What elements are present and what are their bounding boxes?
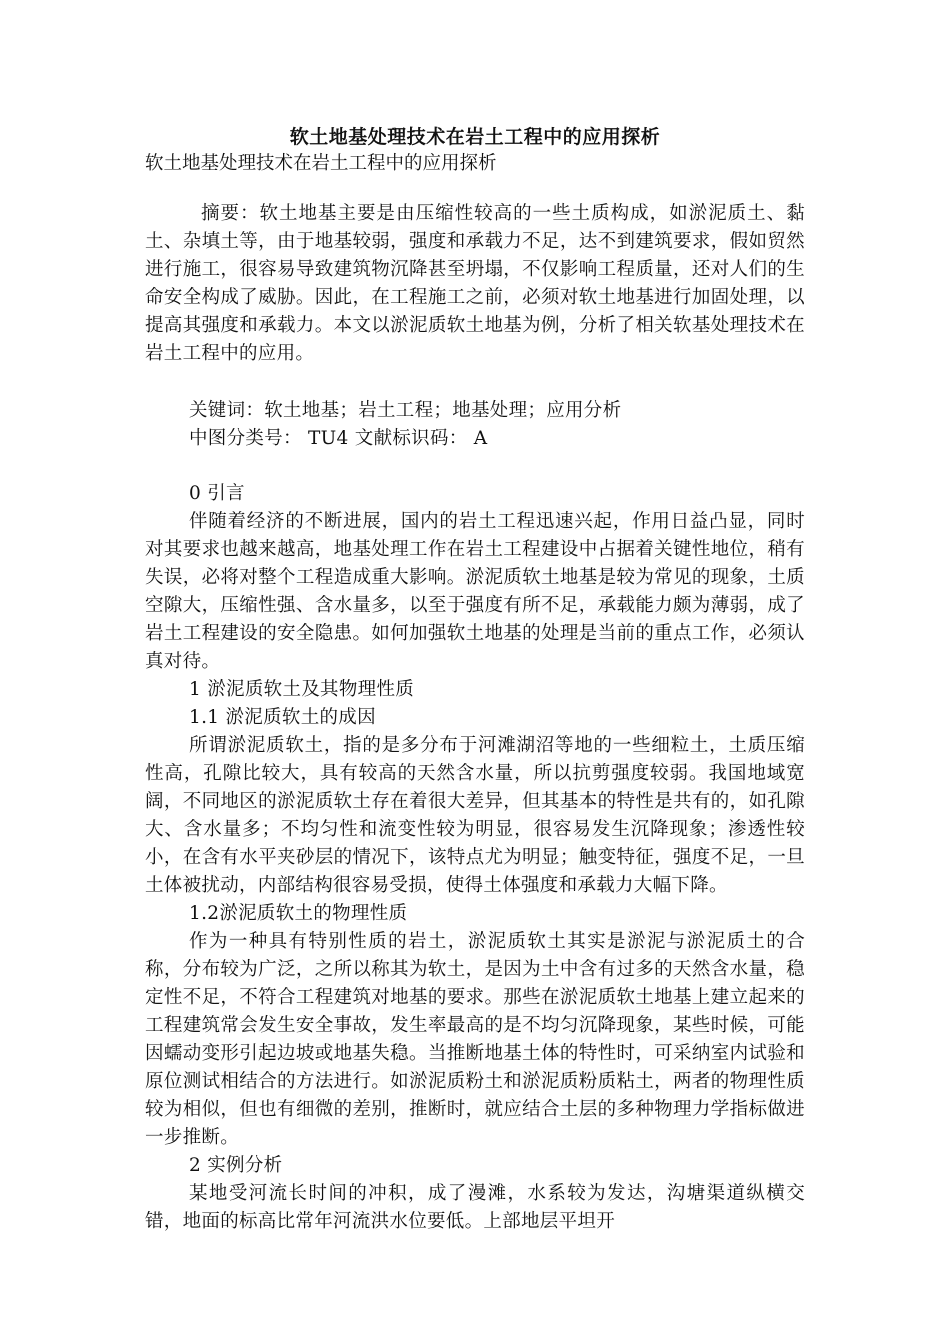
- keywords-block: [145, 397, 805, 453]
- section-paragraph: 某地受河流长时间的冲积，成了漫滩，水系较为发达，沟塘渠道纵横交错，地面的标高比常年河流洪水位要低。上部地层平坦开: [145, 1183, 805, 1232]
- document-body: [145, 480, 805, 1236]
- document-subtitle: 软土地基处理技术在岩土工程中的应用探析: [145, 153, 497, 174]
- subsection-heading: 1.1 淤泥质软土的成因: [189, 707, 376, 728]
- section-paragraph: 伴随着经济的不断进展，国内的岩土工程迅速兴起，作用日益凸显，同时对其要求也越来越高，地基处理工作在岩土工程建设中占据着关键性地位，稍有失误，必将对整个工程造成重大影响。淤泥质软土地基是较为常见的现象，土质空隙大，压缩性强、含水量多，以至于强度有所不足，承载能力颇为薄弱，成了岩土工程建设的安全隐患。如何加强软土地基的处理是当前的重点工作，必须认真对待。: [145, 511, 805, 672]
- keywords-line: 关键词：软土地基；岩土工程；地基处理；应用分析: [189, 400, 622, 421]
- classification-line: 中图分类号： TU4 文献标识码： A: [189, 428, 488, 449]
- document-title: 软土地基处理技术在岩土工程中的应用探析: [289, 126, 661, 148]
- section-heading: 1 淤泥质软土及其物理性质: [189, 679, 415, 700]
- abstract-paragraph: 摘要：软土地基主要是由压缩性较高的一些土质构成，如淤泥质土、黏土、杂填土等，由于地基较弱，强度和承载力不足，达不到建筑要求，假如贸然进行施工，很容易导致建筑物沉降甚至坍塌，不仅影响工程质量，还对人们的生命安全构成了威胁。因此，在工程施工之前，必须对软土地基进行加固处理，以提高其强度和承载力。本文以淤泥质软土地基为例，分析了相关软基处理技术在岩土工程中的应用。: [145, 203, 805, 364]
- section-paragraph: 所谓淤泥质软土，指的是多分布于河滩湖沼等地的一些细粒土，土质压缩性高，孔隙比较大，具有较高的天然含水量，所以抗剪强度较弱。我国地域宽阔，不同地区的淤泥质软土存在着很大差异，但其基本的特性是共有的，如孔隙大、含水量多；不均匀性和流变性较为明显，很容易发生沉降现象；渗透性较小，在含有水平夹砂层的情况下，该特点尤为明显；触变特征，强度不足，一旦土体被扰动，内部结构很容易受损，使得土体强度和承载力大幅下降。: [145, 735, 805, 896]
- section-heading: 2 实例分析: [189, 1155, 283, 1176]
- subsection-heading: 1.2淤泥质软土的物理性质: [189, 903, 408, 924]
- section-heading: 0 引言: [189, 483, 245, 504]
- section-paragraph: 作为一种具有特别性质的岩土，淤泥质软土其实是淤泥与淤泥质土的合称，分布较为广泛，之所以称其为软土，是因为土中含有过多的天然含水量，稳定性不足，不符合工程建筑对地基的要求。那些在淤泥质软土地基上建立起来的工程建筑常会发生安全事故，发生率最高的是不均匀沉降现象，某些时候，可能因蠕动变形引起边坡或地基失稳。当推断地基土体的特性时，可采纳室内试验和原位测试相结合的方法进行。如淤泥质粉土和淤泥质粉质粘土，两者的物理性质较为相似，但也有细微的差别，推断时，就应结合土层的多种物理力学指标做进一步推断。: [145, 931, 805, 1148]
